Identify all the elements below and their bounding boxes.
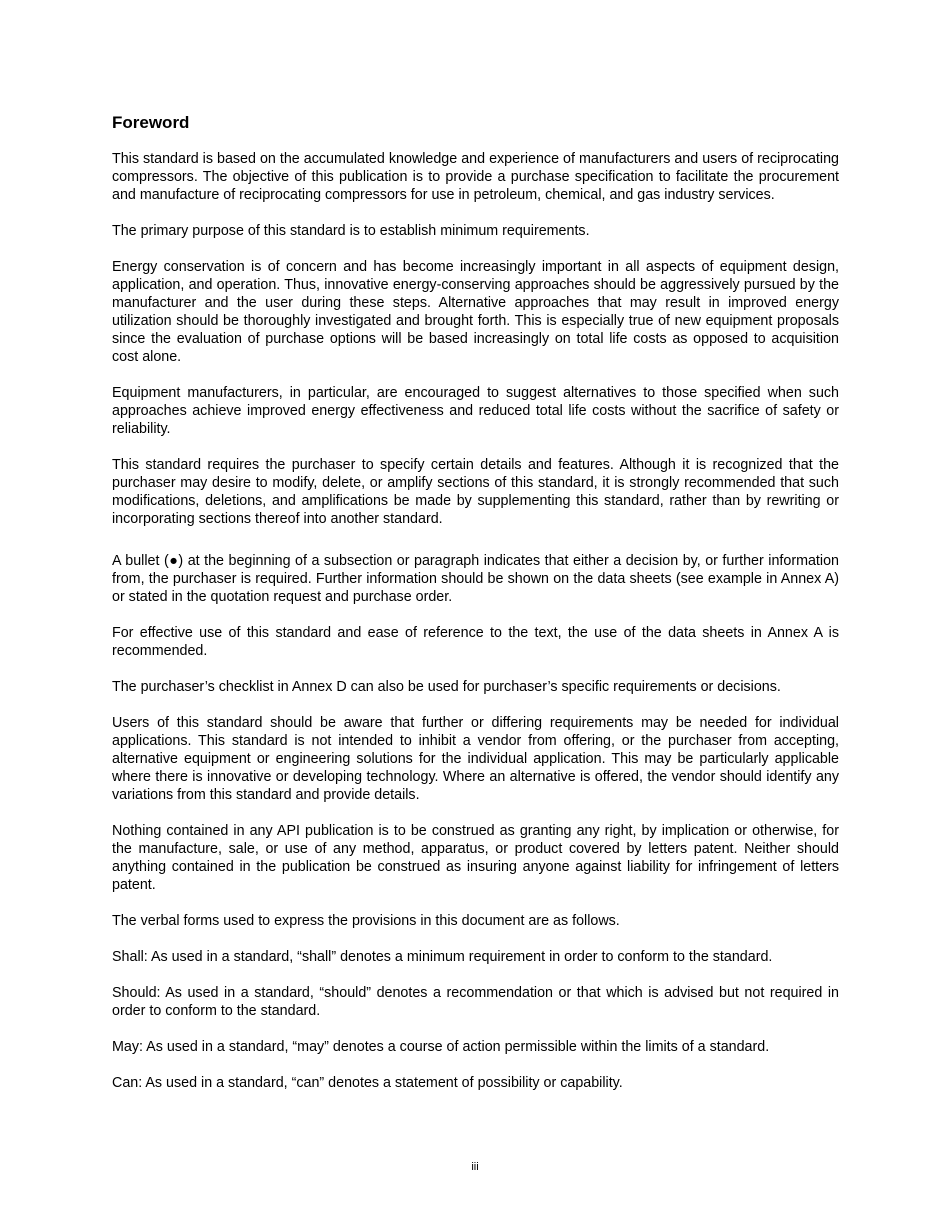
paragraph-data-sheets: For effective use of this standard and ease of reference to the text, the use of the data sheets in Annex A is recommended. xyxy=(112,625,839,659)
paragraph-manufacturers: Equipment manufacturers, in particular, are encouraged to suggest alternatives to those specified when such approaches achieve improved energy effectiveness and reduced total life costs without the sacrifice of safety or reliability. xyxy=(112,385,839,437)
paragraph-bullet-meaning: A bullet (●) at the beginning of a subsection or paragraph indicates that either a decision by, or further information from, the purchaser is required. Further information should be shown on the data sheets (see example in Annex A) or stated in the quotation request and purchase order. xyxy=(112,553,839,605)
paragraph-purpose: The primary purpose of this standard is to establish minimum requirements. xyxy=(112,223,590,239)
paragraph-checklist: The purchaser’s checklist in Annex D can also be used for purchaser’s specific requirements or decisions. xyxy=(112,679,781,695)
paragraph-energy-conservation: Energy conservation is of concern and has become increasingly important in all aspects of equipment design, application, and operation. Thus, innovative energy-conserving approaches should be aggressively pursued by the manufacturer and the user during these steps. Alternative approaches that may result in improved energy utilization should be thoroughly investigated and brought forth. This is especially true of new equipment proposals since the evaluation of purchase options will be based increasingly on total life costs as opposed to acquisition cost alone. xyxy=(112,259,839,365)
paragraph-purchaser-details: This standard requires the purchaser to specify certain details and features. Although it is recognized that the purchaser may desire to modify, delete, or amplify sections of this standard, it is strongly recommended that such modifications, deletions, and amplifications be made by supplementing this standard, rather than by rewriting or incorporating sections thereof into another standard. xyxy=(112,457,839,527)
paragraph-can: Can: As used in a standard, “can” denotes a statement of possibility or capability. xyxy=(112,1075,623,1091)
paragraph-patent: Nothing contained in any API publication is to be construed as granting any right, by implication or otherwise, for the manufacture, sale, or use of any method, apparatus, or product covered by letters patent. Neither should anything contained in the publication be construed as insuring anyone against liability for infringement of letters patent. xyxy=(112,823,839,893)
paragraph-verbal-forms: The verbal forms used to express the provisions in this document are as follows. xyxy=(112,913,620,929)
paragraph-shall: Shall: As used in a standard, “shall” denotes a minimum requirement in order to conform to the standard. xyxy=(112,949,773,965)
paragraph-may: May: As used in a standard, “may” denotes a course of action permissible within the limits of a standard. xyxy=(112,1039,770,1055)
paragraph-should: Should: As used in a standard, “should” denotes a recommendation or that which is advised but not required in order to conform to the standard. xyxy=(112,985,839,1019)
paragraph-intro: This standard is based on the accumulated knowledge and experience of manufacturers and users of reciprocating compressors. The objective of this publication is to provide a purchase specification to facilitate the procurement and manufacture of reciprocating compressors for use in petroleum, chemical, and gas industry services. xyxy=(112,151,839,203)
page-content xyxy=(112,112,839,1110)
page-number: iii xyxy=(471,1161,479,1173)
paragraph-alternatives: Users of this standard should be aware that further or differing requirements may be needed for individual applications. This standard is not intended to inhibit a vendor from offering, or the purchaser from accepting, alternative equipment or engineering solutions for the individual application. This may be particularly applicable where there is innovative or developing technology. Where an alternative is offered, the vendor should identify any variations from this standard and provide details. xyxy=(112,715,839,803)
page-title: Foreword xyxy=(112,113,190,132)
